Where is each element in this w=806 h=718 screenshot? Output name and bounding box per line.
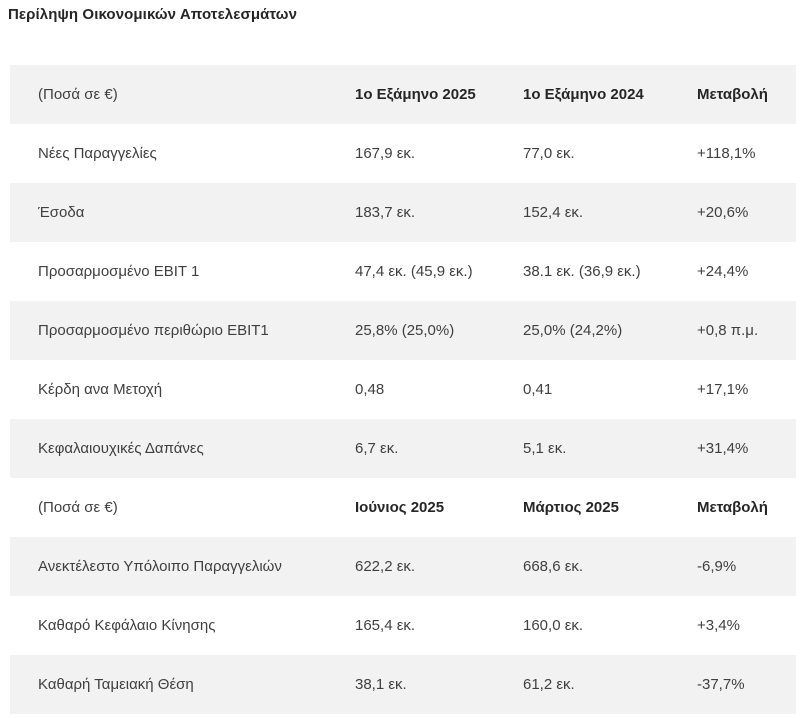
cell-value-march: 61,2 εκ. (523, 676, 575, 693)
cell-value-2024: 77,0 εκ. (523, 145, 575, 162)
header-units-label: (Ποσά σε €) (38, 86, 118, 103)
header-col-june-2025: Ιούνιος 2025 (355, 499, 445, 516)
header-col-h1-2024: 1ο Εξάμηνο 2024 (523, 86, 644, 103)
table-row-net-working-capital (10, 596, 796, 655)
cell-value-2025: 0,48 (355, 381, 385, 398)
cell-value-2025: 47,4 εκ. (45,9 εκ.) (355, 263, 473, 280)
header-col-h1-2025: 1ο Εξάμηνο 2025 (355, 86, 476, 103)
table-row-capital-expenditure (10, 419, 796, 478)
cell-value-2024: 152,4 εκ. (523, 204, 584, 221)
cell-change: +24,4% (697, 263, 749, 280)
row-label: Προσαρμοσμένο περιθώριο EBIT1 (38, 322, 269, 339)
header-units-label: (Ποσά σε €) (38, 499, 118, 516)
table-row-revenue (10, 183, 796, 242)
cell-change: -37,7% (697, 676, 745, 693)
cell-value-2025: 25,8% (25,0%) (355, 322, 455, 339)
row-label: Καθαρό Κεφάλαιο Κίνησης (38, 617, 216, 634)
cell-value-2025: 6,7 εκ. (355, 440, 399, 457)
cell-value-june: 38,1 εκ. (355, 676, 407, 693)
cell-change: -6,9% (697, 558, 737, 575)
cell-change: +0,8 π.μ. (697, 322, 759, 339)
cell-change: +20,6% (697, 204, 749, 221)
financial-results-table (10, 65, 796, 714)
table-row-order-backlog (10, 537, 796, 596)
cell-change: +31,4% (697, 440, 749, 457)
table-row-new-orders (10, 124, 796, 183)
header-col-march-2025: Μάρτιος 2025 (523, 499, 619, 516)
cell-value-2024: 25,0% (24,2%) (523, 322, 623, 339)
row-label: Καθαρή Ταμειακή Θέση (38, 676, 194, 693)
cell-value-june: 165,4 εκ. (355, 617, 416, 634)
table-header-row-month (10, 478, 796, 537)
cell-value-2024: 0,41 (523, 381, 553, 398)
page-title: Περίληψη Οικονομικών Αποτελεσμάτων (8, 6, 298, 23)
row-label: Κέρδη ανα Μετοχή (38, 381, 163, 398)
table-row-adjusted-ebit (10, 242, 796, 301)
cell-value-2024: 5,1 εκ. (523, 440, 567, 457)
table-header-row-half-year (10, 65, 796, 124)
cell-value-2025: 183,7 εκ. (355, 204, 416, 221)
cell-change: +3,4% (697, 617, 740, 634)
row-label: Προσαρμοσμένο EBIT 1 (38, 263, 200, 280)
table-row-net-cash-position (10, 655, 796, 714)
cell-change: +17,1% (697, 381, 749, 398)
cell-value-march: 160,0 εκ. (523, 617, 584, 634)
cell-value-2025: 167,9 εκ. (355, 145, 416, 162)
cell-value-2024: 38.1 εκ. (36,9 εκ.) (523, 263, 641, 280)
row-label: Έσοδα (38, 204, 85, 221)
cell-change: +118,1% (697, 145, 756, 162)
cell-value-march: 668,6 εκ. (523, 558, 584, 575)
row-label: Κεφαλαιουχικές Δαπάνες (38, 440, 204, 457)
table-row-earnings-per-share (10, 360, 796, 419)
cell-value-june: 622,2 εκ. (355, 558, 416, 575)
header-col-change: Μεταβολή (697, 86, 768, 103)
row-label: Ανεκτέλεστο Υπόλοιπο Παραγγελιών (38, 558, 282, 575)
header-col-change: Μεταβολή (697, 499, 768, 516)
row-label: Νέες Παραγγελίες (38, 145, 157, 162)
table-row-adjusted-ebit-margin (10, 301, 796, 360)
